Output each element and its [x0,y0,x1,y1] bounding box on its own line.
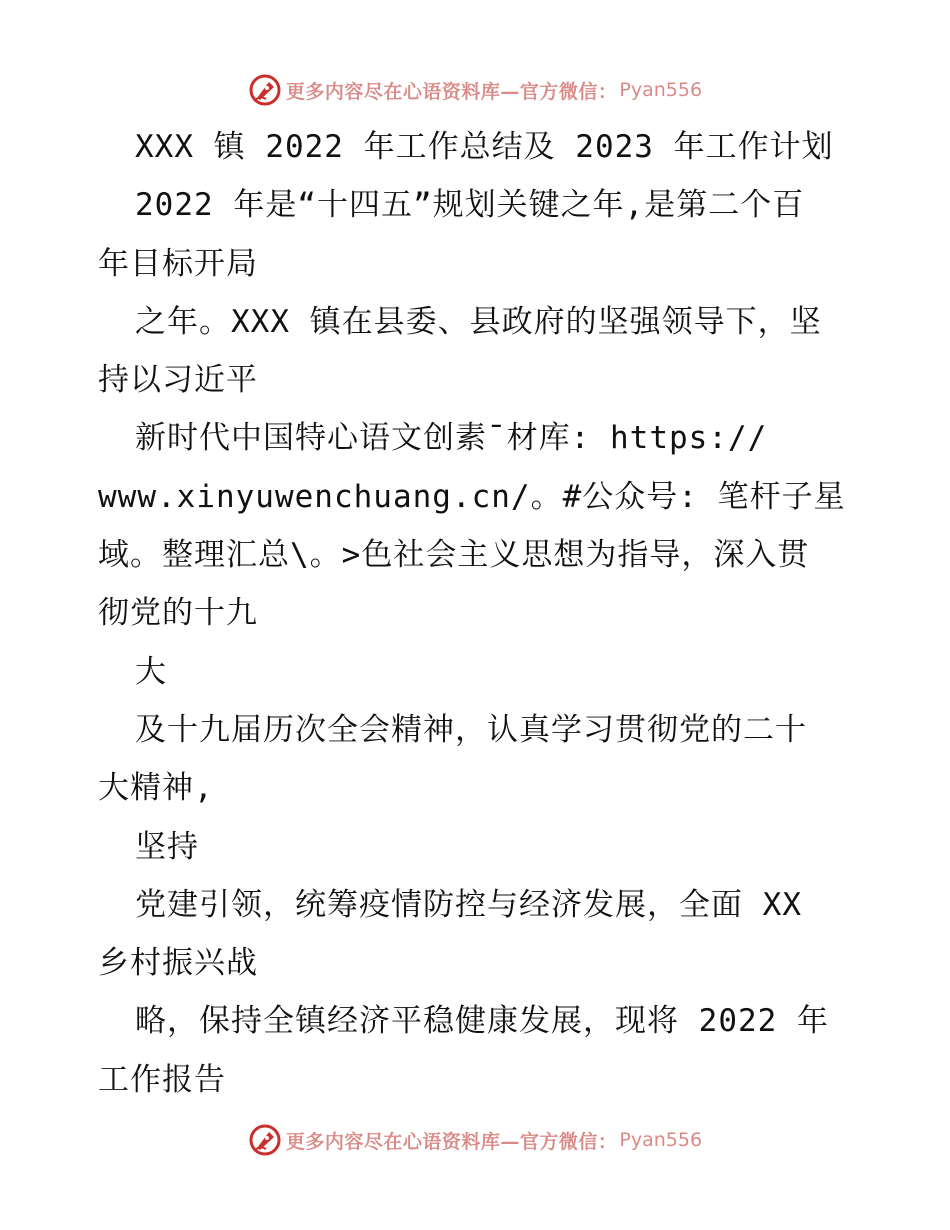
paragraph-line: 新时代中国特心语文创素¯材库: https:// [135,420,768,457]
watermark-wechat-id: Pyan556 [619,1129,703,1151]
paragraph-line: 域。整理汇总\。>色社会主义思想为指导，深入贯 [98,537,810,574]
document-body [98,118,858,1109]
paragraph-line: 彻党的十九 [98,595,258,632]
paragraph-line: 之年。XXX 镇在县委、县政府的坚强领导下，坚 [135,303,822,340]
watermark-wechat-id: Pyan556 [619,79,703,101]
watermark-text: 更多内容尽在心语资料库—官方微信： [285,1130,618,1153]
paragraph-line: 坚持 [135,828,199,865]
document-title: XXX 镇 2022 年工作总结及 2023 年工作计划 [135,129,834,165]
paragraph-line: 大 [135,653,167,690]
paragraph-line: 乡村振兴战 [98,945,258,982]
paragraph-line: 年目标开局 [98,245,258,282]
paragraph-line: 大精神, [98,770,214,807]
paragraph-line: 工作报告 [98,1061,226,1098]
watermark-banner-top [0,70,950,110]
pen-nib-logo-icon [248,73,282,107]
paragraph-line: 略，保持全镇经济平稳健康发展，现将 2022 年 [135,1003,829,1040]
pen-nib-logo-icon [248,1123,282,1157]
paragraph-line: 2022 年是“十四五”规划关键之年,是第二个百 [135,187,805,224]
paragraph-line: 及十九届历次全会精神，认真学习贯彻党的二十 [135,711,807,748]
watermark-banner-bottom [0,1120,950,1160]
paragraph-line: 持以习近平 [98,362,258,399]
paragraph-line: 党建引领，统筹疫情防控与经济发展，全面 XX [135,886,802,923]
paragraph-line: www.xinyuwenchuang.cn/。#公众号: 笔杆子星 [98,478,846,515]
watermark-text: 更多内容尽在心语资料库—官方微信： [285,80,618,103]
